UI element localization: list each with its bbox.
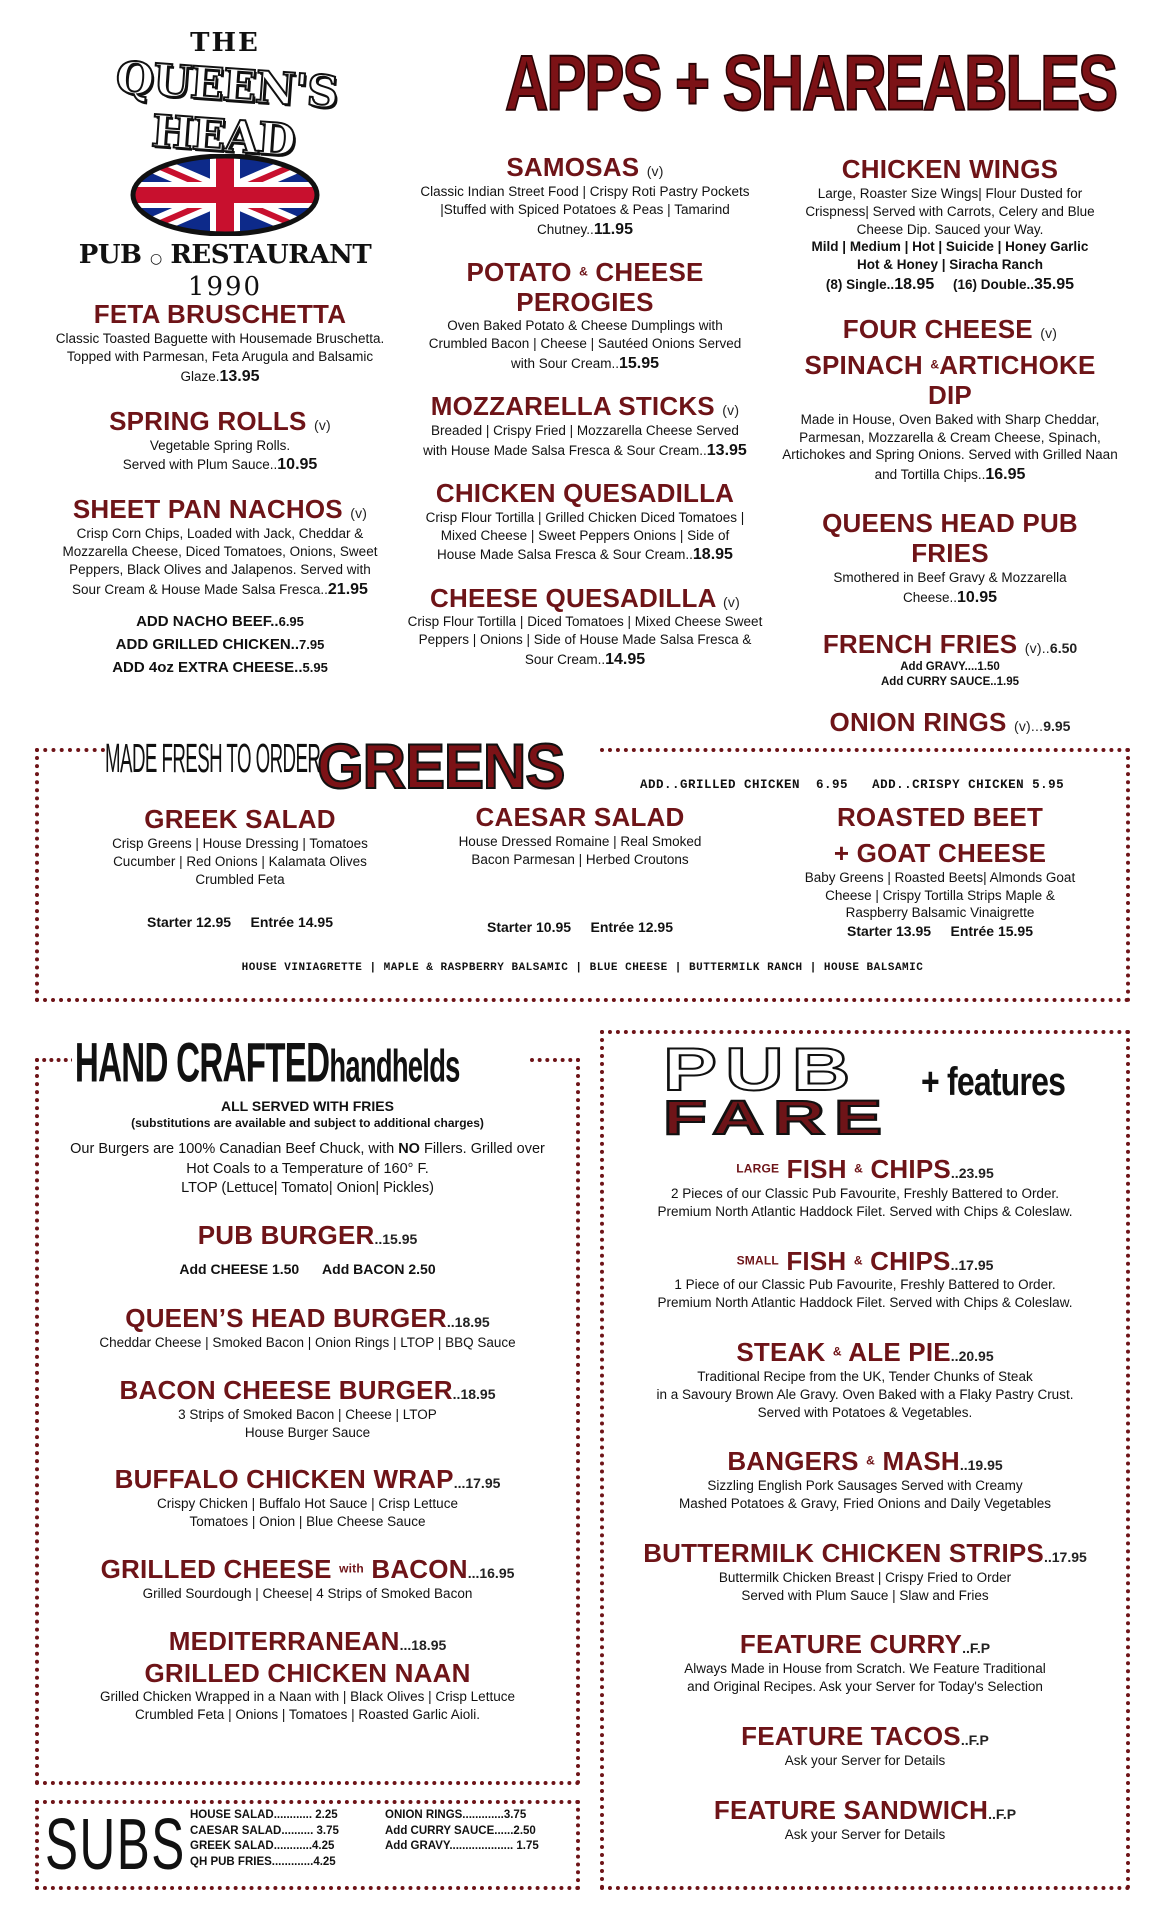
item-name [780, 630, 1120, 660]
subs-col-1 [190, 1808, 339, 1870]
size-label: SMALL [736, 1253, 779, 1267]
menu-item-caesar-salad [410, 803, 750, 938]
subs-line: QH PUB FRIES.............4.25 [190, 1855, 336, 1868]
burger-addon: Add CHEESE 1.50 [179, 1260, 300, 1277]
greens-heading [105, 730, 600, 800]
item-price: 10.95 [957, 588, 998, 606]
item-name [610, 1539, 1120, 1569]
subs-line: Add GRAVY.................... 1.75 [385, 1840, 539, 1853]
price-starter: Starter 12.95 [146, 914, 232, 931]
menu-item-feature-curry [610, 1630, 1120, 1696]
item-price: ..17.95 [1043, 1548, 1087, 1565]
item-name [45, 1221, 570, 1251]
item-price: 16.95 [985, 466, 1026, 484]
item-name [45, 1555, 570, 1585]
item-price: 11.95 [593, 220, 633, 238]
item-desc: Premium North Atlantic Haddock Filet. Served with Chips & Coleslaw. [657, 1203, 1073, 1219]
addon-grilled-chicken [55, 633, 385, 656]
handhelds-title [72, 1030, 463, 1095]
menu-item-samosas [400, 153, 770, 240]
item-desc-line: Served with Plum Sauce.. [122, 457, 278, 473]
item-name-text: ALE PIE [848, 1337, 951, 1368]
item-name: CHICKEN QUESADILLA [435, 477, 735, 508]
item-desc: and Original Recipes. Ask your Server for Today's Selection [687, 1679, 1043, 1695]
handhelds-title-b: handhelds [329, 1042, 460, 1093]
menu-item-buttermilk-chicken-strips [610, 1539, 1120, 1605]
item-price: ..F.P [988, 1805, 1017, 1822]
burger-note-text: Our Burgers are 100% Canadian Beef Chuck, with [70, 1141, 399, 1157]
addon-label: ADD 4oz EXTRA CHEESE.. [112, 659, 303, 677]
menu-item-mediterranean-naan [45, 1627, 570, 1724]
item-name [780, 315, 1120, 345]
item-price: 13.95 [706, 441, 747, 459]
item-name [610, 1155, 1120, 1185]
dressing-options: HOUSE VINIAGRETTE | MAPLE & RASPBERRY BALSAMIC | BLUE CHEESE | BUTTERMILK RANCH | HOUSE BALSAMIC [241, 962, 924, 974]
addon-price: 7.95 [299, 637, 325, 653]
apps-left-column [55, 300, 385, 680]
menu-item-feta-bruschetta [55, 300, 385, 387]
handhelds-content [45, 1098, 570, 1724]
subs-line: Add CURRY SAUCE......2.50 [385, 1824, 536, 1837]
ampersand: & [854, 1161, 864, 1176]
menu-item-greek-salad [80, 805, 400, 934]
item-name: GREEK SALAD [144, 804, 336, 834]
veg-marker: (v) [723, 593, 740, 610]
menu-item-mozzarella-sticks [400, 392, 770, 461]
item-name-text: FOUR CHEESE [842, 314, 1033, 345]
item-price: ..20.95 [950, 1348, 994, 1365]
item-desc [400, 509, 770, 566]
item-desc: Traditional Recipe from the UK, Tender Chunks of Steak [697, 1368, 1033, 1384]
features-label: + features [921, 1060, 1066, 1104]
addon-nacho-beef [55, 610, 385, 633]
pub-label: PUB [663, 1036, 859, 1103]
salad-prices [790, 922, 1090, 940]
item-name [45, 1627, 570, 1657]
item-desc [55, 525, 385, 600]
item-price: 21.95 [327, 580, 368, 598]
menu-item-french-fries [780, 630, 1120, 690]
ampersand: & [930, 357, 940, 372]
pub-fare-heading [655, 1036, 1105, 1150]
logo [60, 28, 390, 302]
item-name-text: ONION RINGS [829, 706, 1007, 737]
logo-pub: PUB [78, 240, 142, 270]
item-name [400, 258, 770, 318]
logo-the: THE [190, 28, 260, 58]
item-desc: House Dressed Romaine | Real Smoked Bacon Parmesan | Herbed Croutons [458, 833, 702, 867]
item-desc-line: Cheese.. [902, 589, 957, 605]
item-desc [55, 437, 385, 476]
item-price: ...16.95 [467, 1565, 515, 1581]
item-desc-text: Crisp Corn Chips, Loaded with Jack, Cheddar & Mozzarella Cheese, Diced Tomatoes, Onions, Sweet Peppers, Black Olives and Jalapenos. Served with Sour Cream & House Made Salsa Fresca.. [62, 526, 378, 597]
item-name [610, 1630, 1120, 1660]
subs-line: GREEK SALAD............4.25 [190, 1840, 335, 1853]
menu-item-small-fish-chips [610, 1247, 1120, 1313]
item-price: ..19.95 [959, 1457, 1003, 1474]
item-name-text: BUFFALO CHICKEN WRAP [114, 1464, 454, 1495]
item-name-text: ARTICHOKE DIP [928, 349, 1096, 410]
fries-addon: Add CURRY SAUCE..1.95 [880, 675, 1020, 688]
item-name-text: BANGERS [727, 1446, 859, 1477]
menu-item-pub-fries [780, 509, 1120, 608]
veg-marker: (v) [646, 163, 664, 179]
wing-flavours: Hot & Honey | Siracha Ranch [856, 257, 1044, 273]
item-name-text: CHIPS [870, 1154, 951, 1184]
menu-item-queens-head-burger [45, 1304, 570, 1352]
item-name-text: MOZZARELLA STICKS [430, 391, 715, 422]
addon-extra-cheese [55, 656, 385, 679]
subs-note: (substitutions are available and subject to additional charges) [131, 1116, 484, 1130]
handhelds-title-a: HAND CRAFTED [74, 1031, 330, 1094]
item-name: ROASTED BEET [836, 802, 1044, 832]
item-desc-text: Crisp Flour Tortilla | Diced Tomatoes | Mixed Cheese Sweet Peppers | Onions | Side of House Made Salsa Fresca & Sour Cream.. [407, 614, 763, 668]
burger-note-no: NO [398, 1141, 420, 1157]
item-price: 13.95 [219, 367, 260, 385]
item-name [55, 407, 385, 437]
greens-addon: ADD..CRISPY CHICKEN 5.95 [872, 778, 1065, 792]
item-name-text: POTATO [466, 256, 572, 287]
fries-addon: Add GRAVY....1.50 [900, 660, 1000, 673]
burger-addon: Add BACON 2.50 [322, 1260, 436, 1277]
subs-title: SUBS [45, 1803, 186, 1885]
item-desc: Cheddar Cheese | Smoked Bacon | Onion Rings | LTOP | BBQ Sauce [99, 1335, 516, 1351]
item-price: ..18.95 [446, 1314, 490, 1331]
subs-line: HOUSE SALAD............ 2.25 [190, 1809, 338, 1821]
item-name: CHICKEN WINGS [841, 154, 1059, 184]
salad-prices [410, 917, 750, 939]
item-desc: 2 Pieces of our Classic Pub Favourite, Freshly Battered to Order. [671, 1185, 1059, 1201]
item-desc-text: Oven Baked Potato & Cheese Dumplings with Crumbled Bacon | Cheese | Sautéed Onions Served with Sour Cream.. [428, 318, 742, 372]
subs-line: ONION RINGS.............3.75 [385, 1809, 527, 1821]
item-name-text: FISH [786, 1245, 847, 1276]
item-desc: Grilled Sourdough | Cheese| 4 Strips of Smoked Bacon [142, 1585, 473, 1601]
item-price: ...17.95 [453, 1475, 501, 1492]
menu-item-chicken-quesadilla [400, 479, 770, 566]
wing-sizes [780, 274, 1120, 295]
addon-price: 5.95 [302, 660, 328, 676]
greens-addon: ADD..GRILLED CHICKEN 6.95 [640, 778, 849, 792]
item-price: ..23.95 [950, 1165, 994, 1181]
menu-item-buffalo-chicken-wrap [45, 1465, 570, 1531]
burger-note [45, 1140, 570, 1199]
menu-item-perogies [400, 258, 770, 375]
menu-item-spring-rolls [55, 407, 385, 476]
item-name-text: BACON CHEESE BURGER [119, 1374, 453, 1405]
ampersand: & [579, 264, 588, 279]
item-desc: Ask your Server for Details [784, 1826, 946, 1842]
item-price: ..F.P [960, 1731, 989, 1748]
item-price: 10.95 [277, 456, 318, 474]
veg-marker: (v)... [1013, 717, 1044, 734]
pub-fare-content [610, 1155, 1120, 1843]
addon-label: ADD GRILLED CHICKEN.. [115, 636, 300, 654]
item-name-text: MASH [882, 1446, 960, 1477]
logo-pub-restaurant [60, 240, 390, 270]
item-name-text: CHEESE PEROGIES [516, 256, 704, 317]
menu-item-bangers-mash [610, 1447, 1120, 1513]
item-name-text: GRILLED CHEESE [100, 1554, 332, 1584]
menu-item-feature-tacos [610, 1722, 1120, 1770]
item-name: CAESAR SALAD [475, 802, 685, 832]
fries-note: ALL SERVED WITH FRIES [221, 1098, 394, 1114]
item-name-text: SPRING ROLLS [109, 405, 307, 436]
item-name [610, 1338, 1120, 1368]
item-name [45, 1376, 570, 1406]
item-desc-line: Smothered in Beef Gravy & Mozzarella [833, 570, 1067, 586]
item-price: ..F.P [962, 1640, 991, 1657]
item-price: 14.95 [605, 651, 646, 669]
greens-top-border-right [600, 748, 1130, 752]
item-desc: Crumbled Feta | Onions | Tomatoes | Roasted Garlic Aioli. [135, 1707, 480, 1723]
item-name: + GOAT CHEESE [833, 837, 1047, 868]
item-name [45, 1304, 570, 1334]
item-name [400, 153, 770, 183]
price-starter: Starter 13.95 [846, 923, 932, 940]
apps-middle-column [400, 153, 770, 670]
menu-item-sheet-pan-nachos [55, 495, 385, 599]
item-name-text: CHIPS [870, 1245, 951, 1276]
item-name-text: SPINACH [804, 349, 923, 380]
menu-item-pub-burger [45, 1221, 570, 1281]
item-name-text: BUTTERMILK CHICKEN STRIPS [643, 1537, 1044, 1568]
logo-dot: ○ [150, 251, 162, 267]
wing-single: (8) Single.. [825, 276, 895, 292]
veg-marker: (v).. [1024, 639, 1050, 656]
item-desc: in a Savoury Brown Ale Gravy. Oven Baked with a Flaky Pastry Crust. [656, 1386, 1074, 1402]
item-price: ...18.95 [399, 1636, 447, 1653]
handhelds-top-border-right [530, 1058, 580, 1062]
menu-item-roasted-beet [790, 803, 1090, 940]
item-desc: Baby Greens | Roasted Beets| Almonds Goat Cheese | Crispy Tortilla Strips Maple & Raspberry Balsamic Vinaigrette [804, 869, 1076, 921]
burger-note-text: Fillers. Grilled over Hot Coals to a Temperature of 160° F. [186, 1141, 545, 1177]
item-name [610, 1722, 1120, 1752]
burger-addons [45, 1259, 570, 1281]
item-name-text: SAMOSAS [506, 152, 640, 182]
item-desc: Served with Plum Sauce | Slaw and Fries [741, 1587, 989, 1603]
item-price: ..17.95 [950, 1256, 994, 1273]
item-desc [400, 317, 770, 374]
item-name [610, 1447, 1120, 1477]
item-name-text: MEDITERRANEAN [168, 1625, 400, 1656]
subs-line: CAESAR SALAD.......... 3.75 [190, 1824, 339, 1837]
item-name [610, 1247, 1120, 1277]
menu-item-feature-sandwich [610, 1796, 1120, 1844]
addon-label: ADD NACHO BEEF.. [136, 612, 279, 630]
item-desc [780, 569, 1120, 608]
item-desc: Premium North Atlantic Haddock Filet. Served with Chips & Coleslaw. [657, 1295, 1073, 1311]
item-desc-text: Crisp Flour Tortilla | Grilled Chicken Diced Tomatoes | Mixed Cheese | Sweet Peppers Onions | Side of House Made Salsa Fresca & Sour Cream.. [425, 509, 745, 563]
item-price: 15.95 [619, 355, 660, 373]
apps-title: APPS + SHAREABLES [505, 39, 1117, 127]
item-name [780, 708, 1120, 738]
handhelds-top-border-left [35, 1058, 75, 1062]
veg-marker: (v) [350, 505, 368, 522]
item-price: ..18.95 [452, 1385, 496, 1402]
item-desc: 1 Piece of our Classic Pub Favourite, Freshly Battered to Order. [674, 1277, 1056, 1293]
item-desc: 3 Strips of Smoked Bacon | Cheese | LTOP [178, 1406, 437, 1422]
wing-flavours: Mild | Medium | Hot | Suicide | Honey Garlic [811, 239, 1089, 255]
with-label: with [339, 1561, 364, 1576]
item-desc-line: Vegetable Spring Rolls. [149, 437, 291, 453]
nacho-addons [55, 610, 385, 680]
logo-name: QUEEN'S HEAD [114, 52, 340, 167]
item-desc: Mashed Potatoes & Gravy, Fried Onions and Daily Vegetables [679, 1496, 1051, 1512]
price-entree: Entrée 14.95 [250, 914, 333, 931]
item-desc: Sizzling English Pork Sausages Served with Creamy [707, 1478, 1023, 1494]
item-desc [55, 330, 385, 387]
item-name [780, 351, 1120, 411]
item-desc: Grilled Chicken Wrapped in a Naan with | Black Olives | Crisp Lettuce [100, 1689, 515, 1705]
salad-prices [80, 912, 400, 934]
item-name-text: FEATURE TACOS [741, 1720, 961, 1751]
item-desc: Ask your Server for Details [784, 1752, 946, 1768]
greens-top-border-left [35, 748, 105, 752]
item-price: 18.95 [692, 546, 733, 564]
item-name-text: STEAK [736, 1337, 826, 1368]
ampersand: & [866, 1453, 876, 1468]
menu-item-cheese-quesadilla [400, 584, 770, 671]
item-desc: Served with Potatoes & Vegetables. [757, 1404, 973, 1420]
item-name [610, 1796, 1120, 1826]
item-desc: Crisp Greens | House Dressing | Tomatoes Cucumber | Red Onions | Kalamata Olives Crumbled Feta [112, 835, 368, 887]
menu-item-steak-ale-pie [610, 1338, 1120, 1421]
item-desc: House Burger Sauce [244, 1424, 371, 1440]
item-name: FETA BRUSCHETTA [93, 299, 347, 329]
made-fresh-label: MADE FRESH TO ORDER [105, 736, 321, 782]
item-desc [400, 613, 770, 670]
item-name: QUEENS HEAD PUB FRIES [822, 508, 1078, 569]
item-name-text: FEATURE CURRY [739, 1629, 963, 1660]
item-desc-text: Classic Indian Street Food | Crispy Roti Pastry Pockets |Stuffed with Spiced Potatoes & Peas | Tamarind Chutney.. [420, 183, 750, 237]
item-name-text: FRENCH FRIES [822, 628, 1018, 659]
item-name: GRILLED CHICKEN NAAN [144, 1657, 471, 1688]
price-entree: Entrée 15.95 [950, 923, 1033, 940]
logo-restaurant: RESTAURANT [170, 240, 372, 270]
item-name-text: FISH [786, 1154, 847, 1184]
item-desc: Buttermilk Chicken Breast | Crispy Fried to Order [718, 1569, 1012, 1585]
item-name-text: QUEEN’S HEAD BURGER [125, 1303, 447, 1334]
menu-item-bacon-cheese-burger [45, 1376, 570, 1442]
greens-addons [640, 778, 1064, 792]
fare-label: FARE [663, 1092, 892, 1145]
menu-item-onion-rings [780, 708, 1120, 738]
item-desc [780, 411, 1120, 486]
item-desc: Large, Roaster Size Wings| Flour Dusted for Crispness| Served with Carrots, Celery and Blue Cheese Dip. Sauced your Way. [805, 185, 1095, 237]
item-name-text: CHEESE QUESADILLA [430, 582, 716, 613]
item-name-text: SHEET PAN NACHOS [72, 494, 343, 525]
ampersand: & [832, 1344, 842, 1359]
wing-double-price: 35.95 [1034, 275, 1075, 293]
item-desc-text: Breaded | Crispy Fried | Mozzarella Cheese Served with House Made Salsa Fresca & Sour Cream.. [423, 423, 739, 458]
menu-item-large-fish-chips [610, 1155, 1120, 1221]
item-desc: Always Made in House from Scratch. We Feature Traditional [684, 1661, 1046, 1677]
greens-title: GREENS [317, 731, 565, 802]
subs-col-2 [385, 1808, 539, 1855]
veg-marker: (v) [1040, 325, 1058, 342]
item-price: 6.50 [1049, 639, 1078, 656]
item-name-text: PUB BURGER [197, 1219, 375, 1250]
menu-item-chicken-wings [780, 155, 1120, 295]
ampersand: & [853, 1253, 863, 1267]
addon-price: 6.95 [278, 613, 304, 629]
item-desc: Tomatoes | Onion | Blue Cheese Sauce [189, 1514, 426, 1530]
menu-item-grilled-cheese-bacon [45, 1555, 570, 1603]
menu-item-spinach-dip [780, 315, 1120, 485]
size-label: LARGE [736, 1161, 780, 1176]
item-desc [400, 183, 770, 240]
wing-single-price: 18.95 [894, 275, 935, 293]
veg-marker: (v) [313, 416, 331, 433]
item-name [400, 392, 770, 422]
item-desc-text: Made in House, Oven Baked with Sharp Cheddar, Parmesan, Mozzarella & Cream Cheese, Spinach, Artichokes and Spring Onions. Served with Grilled Naan and Tortilla Chips.. [782, 411, 1118, 483]
price-entree: Entrée 12.95 [590, 918, 673, 935]
item-name [55, 495, 385, 525]
item-desc-text: Classic Toasted Baguette with Housemade Bruschetta. Topped with Parmesan, Feta Arugula and Balsamic Glaze. [55, 330, 385, 384]
ltop-note: LTOP (Lettuce| Tomato| Onion| Pickles) [181, 1180, 434, 1197]
item-desc [400, 422, 770, 461]
item-price: 9.95 [1043, 717, 1071, 734]
veg-marker: (v) [722, 402, 740, 419]
item-desc: Crispy Chicken | Buffalo Hot Sauce | Crisp Lettuce [157, 1496, 458, 1512]
item-name [400, 584, 770, 614]
wing-double: (16) Double.. [953, 276, 1035, 292]
item-name-text: FEATURE SANDWICH [713, 1794, 989, 1825]
item-name-text: BACON [371, 1554, 468, 1584]
item-name [45, 1465, 570, 1495]
logo-year: 1990 [187, 272, 263, 302]
apps-right-column [780, 155, 1120, 738]
price-starter: Starter 10.95 [486, 918, 572, 935]
item-price: ..15.95 [374, 1230, 418, 1247]
